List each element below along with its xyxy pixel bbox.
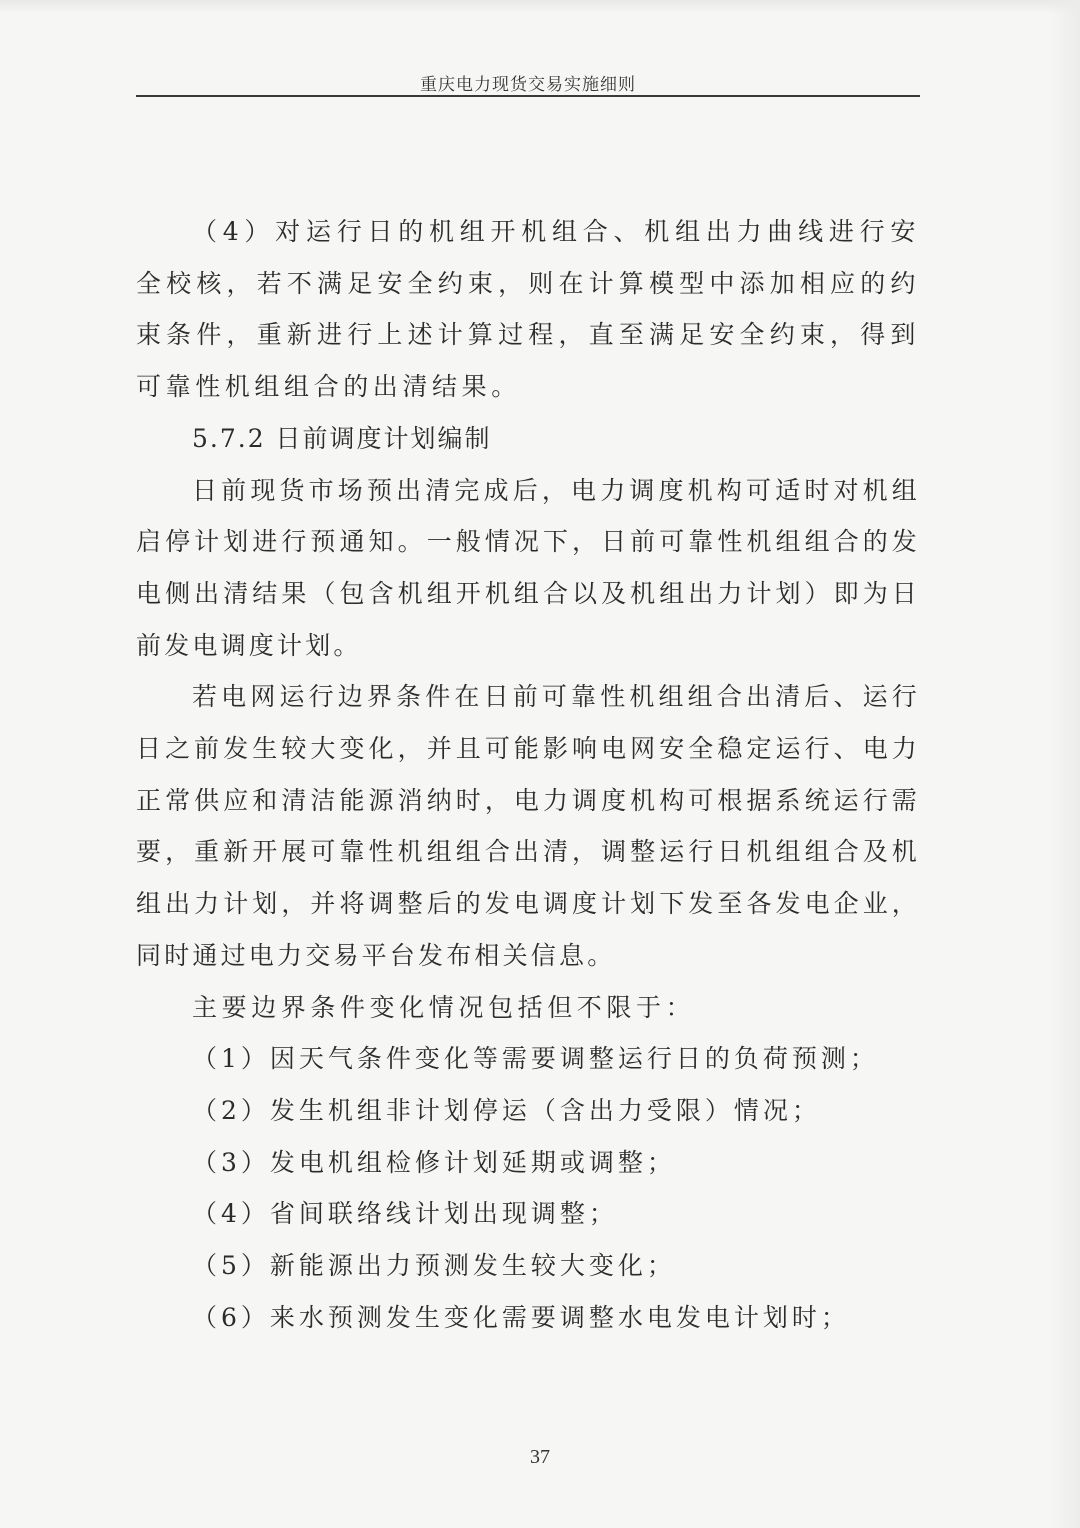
paragraph-day-ahead-plan: 日前现货市场预出清完成后，电力调度机构可适时对机组启停计划进行预通知。一般情况下，日前可靠性机组组合的发电侧出清结果（包含机组开机组合以及机组出力计划）即为日前发电调度计划。	[136, 475, 920, 660]
list-item-2: （2）发生机组非计划停运（含出力受限）情况；	[192, 1095, 821, 1125]
list-item-1: （1）因天气条件变化等需要调整运行日的负荷预测；	[192, 1044, 879, 1074]
scan-shadow-right	[1050, 0, 1080, 1528]
running-header-title: 重庆电力现货交易实施细则	[420, 75, 636, 95]
document-body	[136, 206, 920, 1343]
paragraph-boundary-change: 若电网运行边界条件在日前可靠性机组组合出清后、运行日之前发生较大变化，并且可能影响电网安全稳定运行、电力正常供应和清洁能源消纳时，电力调度机构可根据系统运行需要，重新开展可靠性机组组合出清，调整运行日机组组合及机组出力计划，并将调整后的发电调度计划下发至各发电企业，同时通过电力交易平台发布相关信息。	[136, 682, 920, 970]
page-number: 37	[530, 1446, 550, 1468]
paragraph-boundary-intro: 主要边界条件变化情况包括但不限于：	[192, 992, 696, 1022]
section-heading-5-7-2: 5.7.2 日前调度计划编制	[192, 423, 492, 453]
list-item-3: （3）发电机组检修计划延期或调整；	[192, 1147, 676, 1177]
list-item-5: （5）新能源出力预测发生较大变化；	[192, 1251, 676, 1281]
header-rule	[136, 95, 920, 97]
list-item-6: （6）来水预测发生变化需要调整水电发电计划时；	[192, 1302, 850, 1332]
paragraph-safety-check: （4）对运行日的机组开机组合、机组出力曲线进行安全校核，若不满足安全约束，则在计算模型中添加相应的约束条件，重新进行上述计算过程，直至满足安全约束，得到可靠性机组组合的出清结果。	[136, 217, 920, 402]
scan-shadow-top	[0, 0, 1080, 14]
list-item-4: （4）省间联络线计划出现调整；	[192, 1199, 618, 1229]
